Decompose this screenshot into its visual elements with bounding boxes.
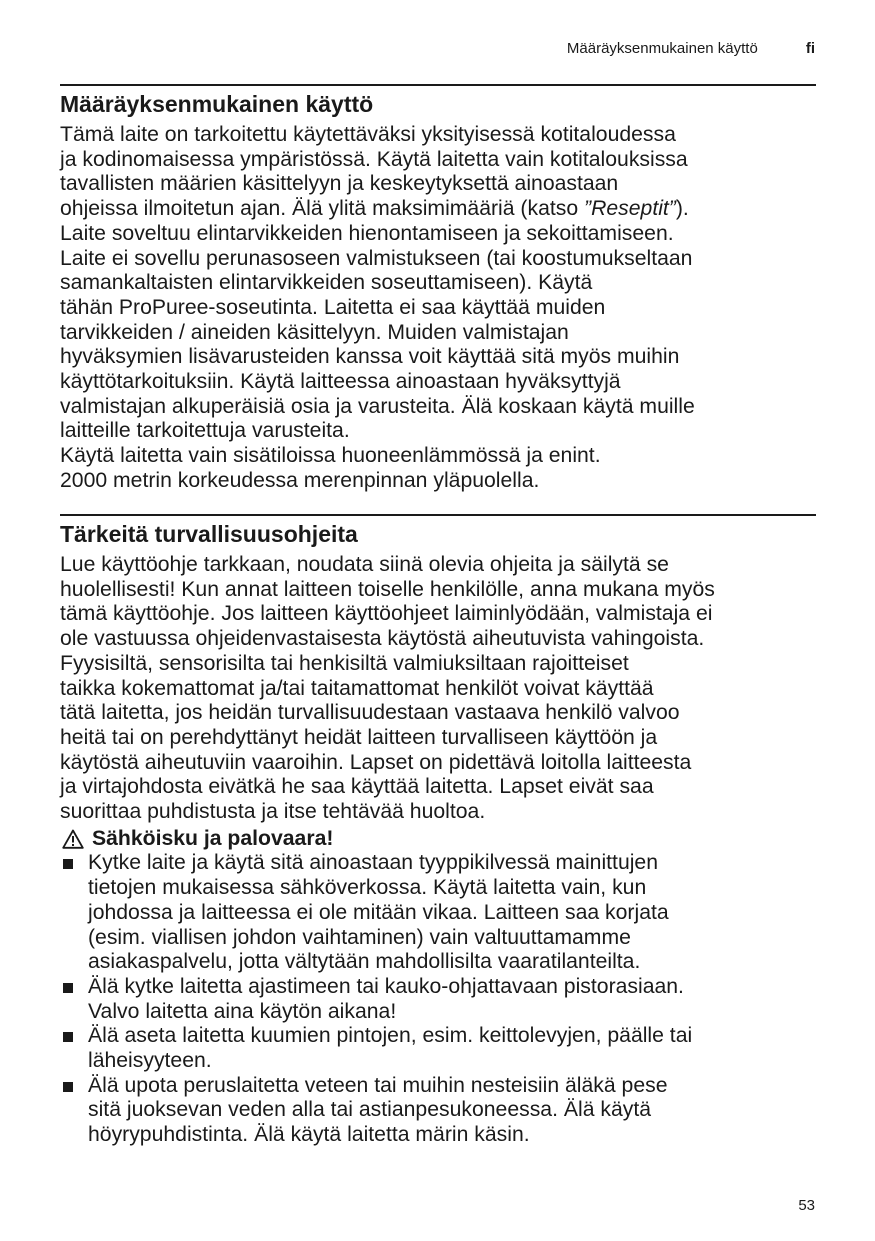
section-body — [60, 553, 820, 825]
body-line: huolellisesti! Kun annat laitteen toiselle henkilölle, anna mukana myös — [60, 577, 715, 601]
body-line: taikka kokemattomat ja/tai taitamattomat henkilöt voivat käyttää — [60, 676, 654, 700]
list-item-line: johdossa ja laitteessa ei ole mitään vikaa. Laitteen saa korjata — [88, 900, 669, 924]
bullet-square-icon — [63, 859, 73, 869]
body-line: tähän ProPuree-soseutinta. Laitetta ei saa käyttää muiden — [60, 295, 606, 319]
body-line: käyttötarkoituksiin. Käytä laitteessa ainoastaan hyväksyttyjä — [60, 370, 621, 394]
body-line: käytöstä aiheutuviin vaaroihin. Lapset on pidettävä loitolla laitteesta — [60, 750, 692, 774]
list-item-line: läheisyyteen. — [88, 1049, 212, 1073]
warning-list — [60, 851, 820, 1147]
body-text: ). — [675, 197, 689, 221]
body-line: hyväksymien lisävarusteiden kanssa voit käyttää sitä myös muihin — [60, 345, 680, 369]
list-item-line: Valvo laitetta aina käytön aikana! — [88, 999, 397, 1023]
body-line: Käytä laitetta vain sisätiloissa huoneenlämmössä ja enint. — [60, 444, 601, 468]
running-header — [567, 40, 815, 57]
warning-title: Sähköisku ja palovaara! — [92, 826, 334, 850]
body-line: tarvikkeiden / aineiden käsittelyyn. Muiden valmistajan — [60, 320, 569, 344]
language-code: fi — [805, 40, 815, 57]
warning-triangle-icon — [62, 829, 84, 849]
body-line: ja kodinomaisessa ympäristössä. Käytä laitetta vain kotitalouksissa — [60, 147, 688, 171]
body-line: Laite ei sovellu perunasoseen valmistukseen (tai koostumukseltaan — [60, 246, 693, 270]
body-line: 2000 metrin korkeudessa merenpinnan yläpuolella. — [60, 468, 540, 492]
running-header-title: Määräyksenmukainen käyttö — [566, 40, 758, 57]
section-intended-use — [60, 91, 820, 494]
warning-heading — [60, 827, 820, 852]
list-item-line: Älä aseta laitetta kuumien pintojen, esim. keittolevyjen, päälle tai — [88, 1024, 693, 1048]
list-item-line: höyrypuhdistinta. Älä käytä laitetta märin käsin. — [88, 1123, 530, 1147]
bullet-square-icon — [63, 983, 73, 993]
list-item — [60, 975, 820, 1024]
section-heading: Määräyksenmukainen käyttö — [60, 91, 374, 117]
body-line: tämä käyttöohje. Jos laitteen käyttöohjeet laiminlyödään, valmistaja ei — [60, 602, 713, 626]
list-item-line: sitä juoksevan veden alla tai astianpesukoneessa. Älä käytä — [88, 1098, 651, 1122]
body-line: Lue käyttöohje tarkkaan, noudata siinä olevia ohjeita ja säilytä se — [60, 553, 669, 576]
body-line: laitteille tarkoitettuja varusteita. — [60, 419, 350, 443]
body-line: tätä laitetta, jos heidän turvallisuudestaan vastaava henkilö valvoo — [60, 701, 680, 725]
list-item-line: tietojen mukaisessa sähköverkossa. Käytä laitetta vain, kun — [88, 876, 647, 900]
bullet-square-icon — [63, 1082, 73, 1092]
list-item-line: Älä kytke laitetta ajastimeen tai kauko-ohjattavaan pistorasiaan. — [88, 974, 684, 998]
list-item — [60, 1024, 820, 1073]
section-body — [60, 123, 820, 494]
body-line: valmistajan alkuperäisiä osia ja varusteita. Älä koskaan käytä muille — [60, 394, 695, 418]
section-safety-instructions — [60, 521, 820, 1148]
body-text: ohjeissa ilmoitetun ajan. Älä ylitä maksimimääriä (katso — [60, 197, 585, 221]
body-line: ja virtajohdosta eivätkä he saa käyttää laitetta. Lapset eivät saa — [60, 775, 654, 799]
list-item — [60, 1074, 820, 1148]
section-divider — [60, 514, 816, 516]
body-line: heitä tai on perehdyttänyt heidät laitteen turvalliseen käyttöön ja — [60, 725, 658, 749]
list-item-line: Kytke laite ja käytä sitä ainoastaan tyyppikilvessä mainittujen — [88, 851, 659, 875]
list-item-line: asiakaspalvelu, jotta vältytään mahdollisilta vaaratilanteilta. — [88, 950, 641, 974]
section-heading: Tärkeitä turvallisuusohjeita — [60, 521, 358, 547]
body-line: Laite soveltuu elintarvikkeiden hienontamiseen ja sekoittamiseen. — [60, 221, 674, 245]
recipes-reference: ”Reseptit” — [584, 197, 676, 221]
bullet-square-icon — [63, 1032, 73, 1042]
body-line: samankaltaisten elintarvikkeiden soseuttamiseen). Käytä — [60, 271, 593, 295]
list-item — [60, 851, 820, 975]
body-line: Fyysisiltä, sensorisilta tai henkisiltä valmiuksiltaan rajoitteiset — [60, 651, 629, 675]
list-item-line: (esim. viallisen johdon vaihtaminen) vain valtuuttamamme — [88, 925, 631, 949]
section-divider — [60, 84, 816, 86]
body-line: suorittaa puhdistusta ja itse tehtävää huoltoa. — [60, 800, 486, 824]
body-line — [60, 197, 820, 222]
list-item-line: Älä upota peruslaitetta veteen tai muihin nesteisiin äläkä pese — [88, 1073, 668, 1097]
body-line: ole vastuussa ohjeidenvastaisesta käytöstä aiheutuvista vahingoista. — [60, 627, 705, 651]
page-number: 53 — [798, 1197, 815, 1214]
body-line: Tämä laite on tarkoitettu käytettäväksi yksityisessä kotitaloudessa — [60, 123, 676, 146]
body-line: tavallisten määrien käsittelyyn ja keskeytyksettä ainoastaan — [60, 172, 619, 196]
